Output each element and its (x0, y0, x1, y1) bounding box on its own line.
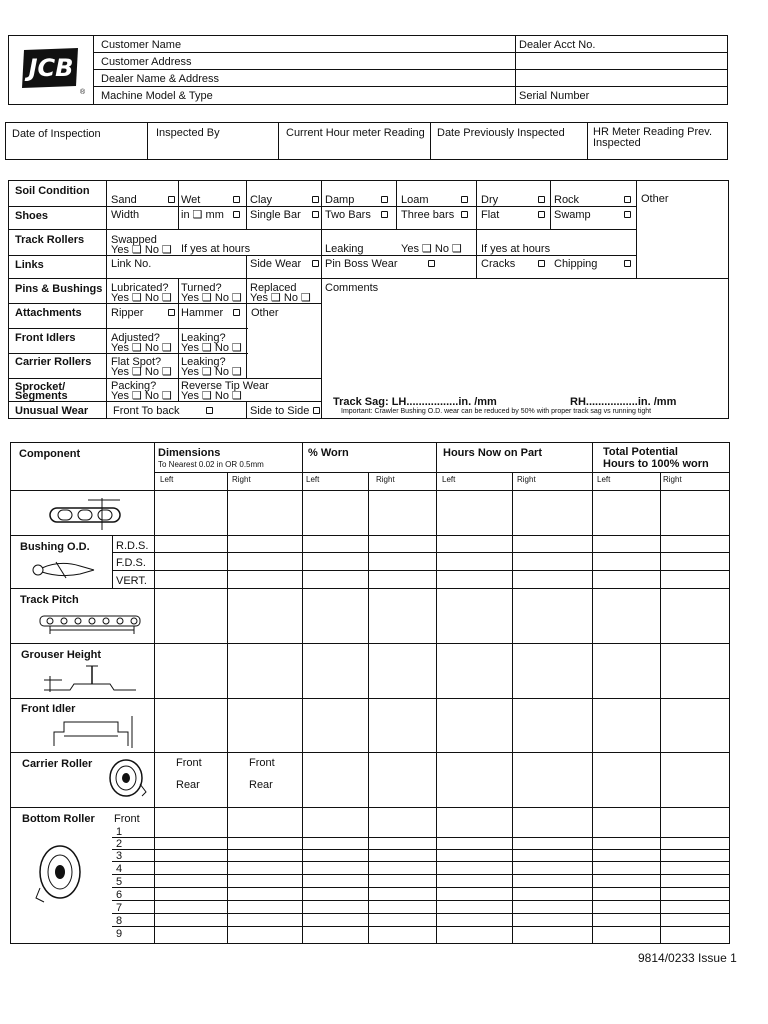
customer-address-label: Customer Address (101, 56, 192, 68)
attachments-label: Attachments (15, 307, 82, 319)
dry-checkbox[interactable] (538, 196, 545, 203)
grouser-height-label: Grouser Height (21, 649, 102, 661)
track-chain-icon (40, 496, 130, 532)
bushing-caliper-icon (30, 556, 100, 582)
dealer-acct-label: Dealer Acct No. (519, 39, 596, 51)
dimensions-header: Dimensions (158, 447, 221, 459)
front-idlers-label: Front Idlers (15, 332, 76, 344)
form-number: 9814/0233 Issue 1 (638, 951, 737, 965)
serial-number-label: Serial Number (519, 90, 590, 102)
damp-checkbox[interactable] (381, 196, 388, 203)
side-to-side-checkbox[interactable] (313, 407, 320, 414)
track-pitch-icon (36, 608, 146, 636)
comments-label: Comments (325, 282, 379, 294)
bushing-od-label: Bushing O.D. (20, 541, 90, 553)
links-label: Links (15, 259, 44, 271)
front-idler-label: Front Idler (21, 703, 76, 715)
hours-now-header: Hours Now on Part (443, 447, 543, 459)
cracks-checkbox[interactable] (538, 260, 545, 267)
swamp-checkbox[interactable] (624, 211, 631, 218)
track-sag-rh-label: RH.................in. /mm (570, 396, 677, 408)
jcb-logo: JCB (20, 46, 82, 90)
carrier-roller-icon (104, 756, 150, 802)
pins-bushings-label: Pins & Bushings (15, 283, 103, 295)
carrier-rollers-label: Carrier Rollers (15, 356, 92, 368)
wet-checkbox[interactable] (233, 196, 240, 203)
hour-meter-label: Current Hour meter Reading (286, 127, 425, 139)
customer-name-label: Customer Name (101, 39, 182, 51)
bottom-roller-label: Bottom Roller (22, 813, 95, 825)
mm-checkbox[interactable] (233, 211, 240, 218)
inspected-by-label: Inspected By (156, 127, 220, 139)
front-to-back-checkbox[interactable] (206, 407, 213, 414)
three-bars-checkbox[interactable] (461, 211, 468, 218)
single-bar-checkbox[interactable] (312, 211, 319, 218)
grouser-icon (40, 662, 140, 696)
track-rollers-label: Track Rollers (15, 234, 85, 246)
side-wear-checkbox[interactable] (312, 260, 319, 267)
flat-checkbox[interactable] (538, 211, 545, 218)
hammer-checkbox[interactable] (233, 309, 240, 316)
soil-condition-label: Soil Condition (15, 185, 90, 197)
bottom-roller-icon (32, 838, 92, 908)
sprocket-label: Sprocket/ (15, 381, 66, 393)
two-bars-checkbox[interactable] (381, 211, 388, 218)
hr-meter-prev-label: HR Meter Reading Prev. (593, 126, 713, 138)
clay-checkbox[interactable] (312, 196, 319, 203)
component-header: Component (19, 448, 81, 460)
ripper-checkbox[interactable] (168, 309, 175, 316)
date-of-inspection-label: Date of Inspection (12, 128, 101, 140)
track-sag-label: Track Sag: LH.................in. /mm (333, 396, 497, 408)
shoes-label: Shoes (15, 210, 49, 222)
chipping-checkbox[interactable] (624, 260, 631, 267)
pct-worn-header: % Worn (308, 447, 349, 459)
sand-checkbox[interactable] (168, 196, 175, 203)
date-prev-label: Date Previously Inspected (437, 127, 565, 139)
track-pitch-label: Track Pitch (20, 594, 79, 606)
front-idler-icon (48, 712, 138, 750)
rock-checkbox[interactable] (624, 196, 631, 203)
important-note: Important: Crawler Bushing O.D. wear can be reduced by 50% with proper track sag vs running tight (341, 408, 652, 415)
machine-model-label: Machine Model & Type (101, 90, 213, 102)
unusual-wear-label: Unusual Wear (15, 405, 89, 417)
carrier-roller-label: Carrier Roller (22, 758, 93, 770)
pin-boss-checkbox[interactable] (428, 260, 435, 267)
loam-checkbox[interactable] (461, 196, 468, 203)
total-potential-header: Total Potential (603, 446, 678, 458)
dealer-name-label: Dealer Name & Address (101, 73, 219, 85)
